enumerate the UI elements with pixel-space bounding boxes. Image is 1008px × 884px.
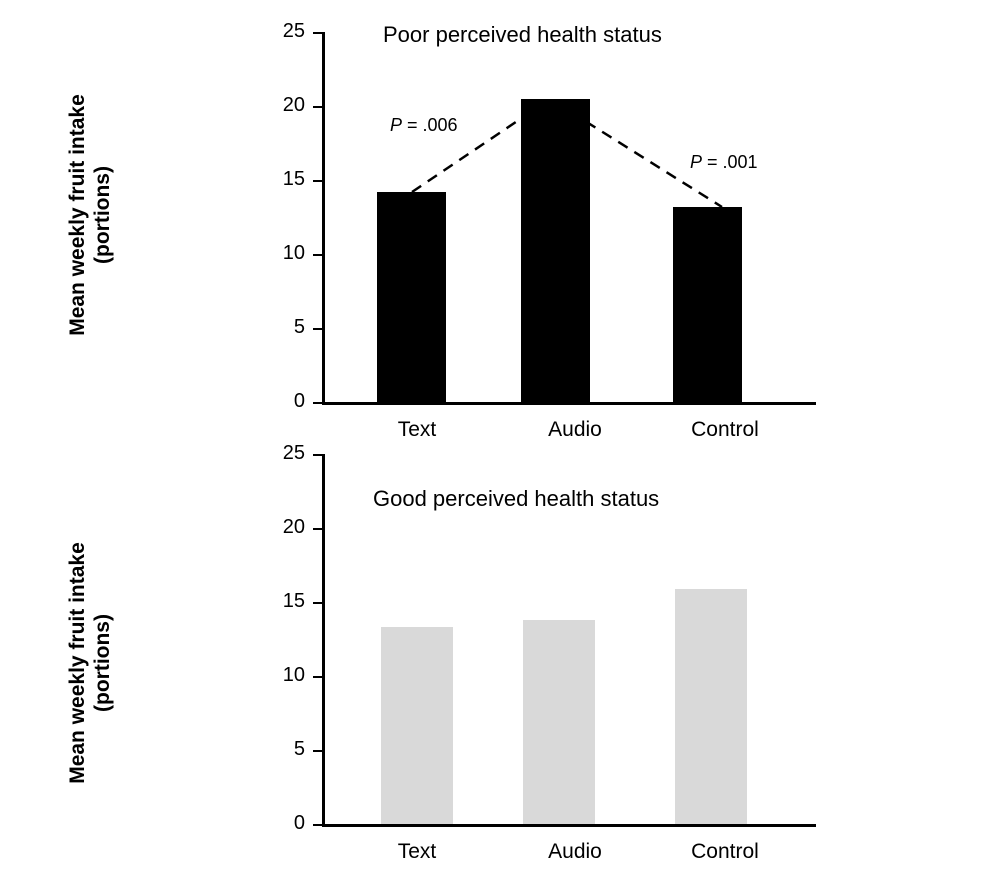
x-axis-line-bottom: [322, 824, 816, 827]
y-tick-label-bottom-10: 10: [282, 664, 305, 686]
x-tick-label-top-audio: Audio: [548, 418, 602, 441]
bar-bottom-control: [675, 589, 747, 824]
x-tick-label-bottom-control: Control: [691, 840, 759, 863]
p-value-audio-control: [690, 152, 758, 173]
x-tick-label-bottom-text: Text: [397, 840, 437, 863]
p-value-1: = .006: [402, 115, 458, 135]
y-tick-label-bottom-0: 0: [293, 812, 305, 834]
p-italic-2: P: [690, 152, 703, 172]
y-axis-title-bottom: [65, 513, 115, 813]
x-tick-label-top-control: Control: [691, 418, 759, 441]
y-tick-bottom-15: [313, 602, 323, 604]
y-tick-label-top-10: 10: [282, 242, 305, 264]
y-axis-title-line1-bottom: Mean weekly fruit intake: [66, 542, 89, 784]
bar-bottom-text: [381, 627, 453, 824]
y-tick-label-top-20: 20: [282, 94, 305, 116]
y-tick-bottom-5: [313, 750, 323, 752]
y-axis-title-line2-bottom: (portions): [91, 614, 114, 712]
p-italic-1: P: [390, 115, 403, 135]
chart-title-top: Poor perceived health status: [383, 22, 662, 47]
y-tick-bottom-0: [313, 824, 323, 826]
x-tick-label-top-text: Text: [397, 418, 437, 441]
x-tick-label-bottom-audio: Audio: [548, 840, 602, 863]
y-tick-bottom-10: [313, 676, 323, 678]
y-tick-bottom-20: [313, 528, 323, 530]
y-tick-label-bottom-5: 5: [293, 738, 305, 760]
y-axis-title-line2: (portions): [91, 166, 114, 264]
y-tick-label-top-5: 5: [293, 316, 305, 338]
plot-area-bottom: [325, 454, 816, 824]
p-value-2: = .001: [702, 152, 758, 172]
y-tick-label-top-25: 25: [282, 20, 305, 42]
y-tick-label-bottom-25: 25: [282, 442, 305, 464]
y-tick-label-bottom-20: 20: [282, 516, 305, 538]
chart-title-bottom: Good perceived health status: [373, 486, 660, 511]
y-tick-label-bottom-15: 15: [282, 590, 305, 612]
dashed-connector-path: [412, 99, 722, 207]
y-tick-bottom-25: [313, 454, 323, 456]
y-tick-label-top-0: 0: [293, 390, 305, 412]
bar-bottom-audio: [523, 620, 595, 824]
p-value-text-audio: [390, 115, 458, 136]
chart-panel-good-health: [0, 442, 1008, 884]
y-tick-label-top-15: 15: [282, 168, 305, 190]
y-axis-title-line1: Mean weekly fruit intake: [66, 94, 89, 336]
